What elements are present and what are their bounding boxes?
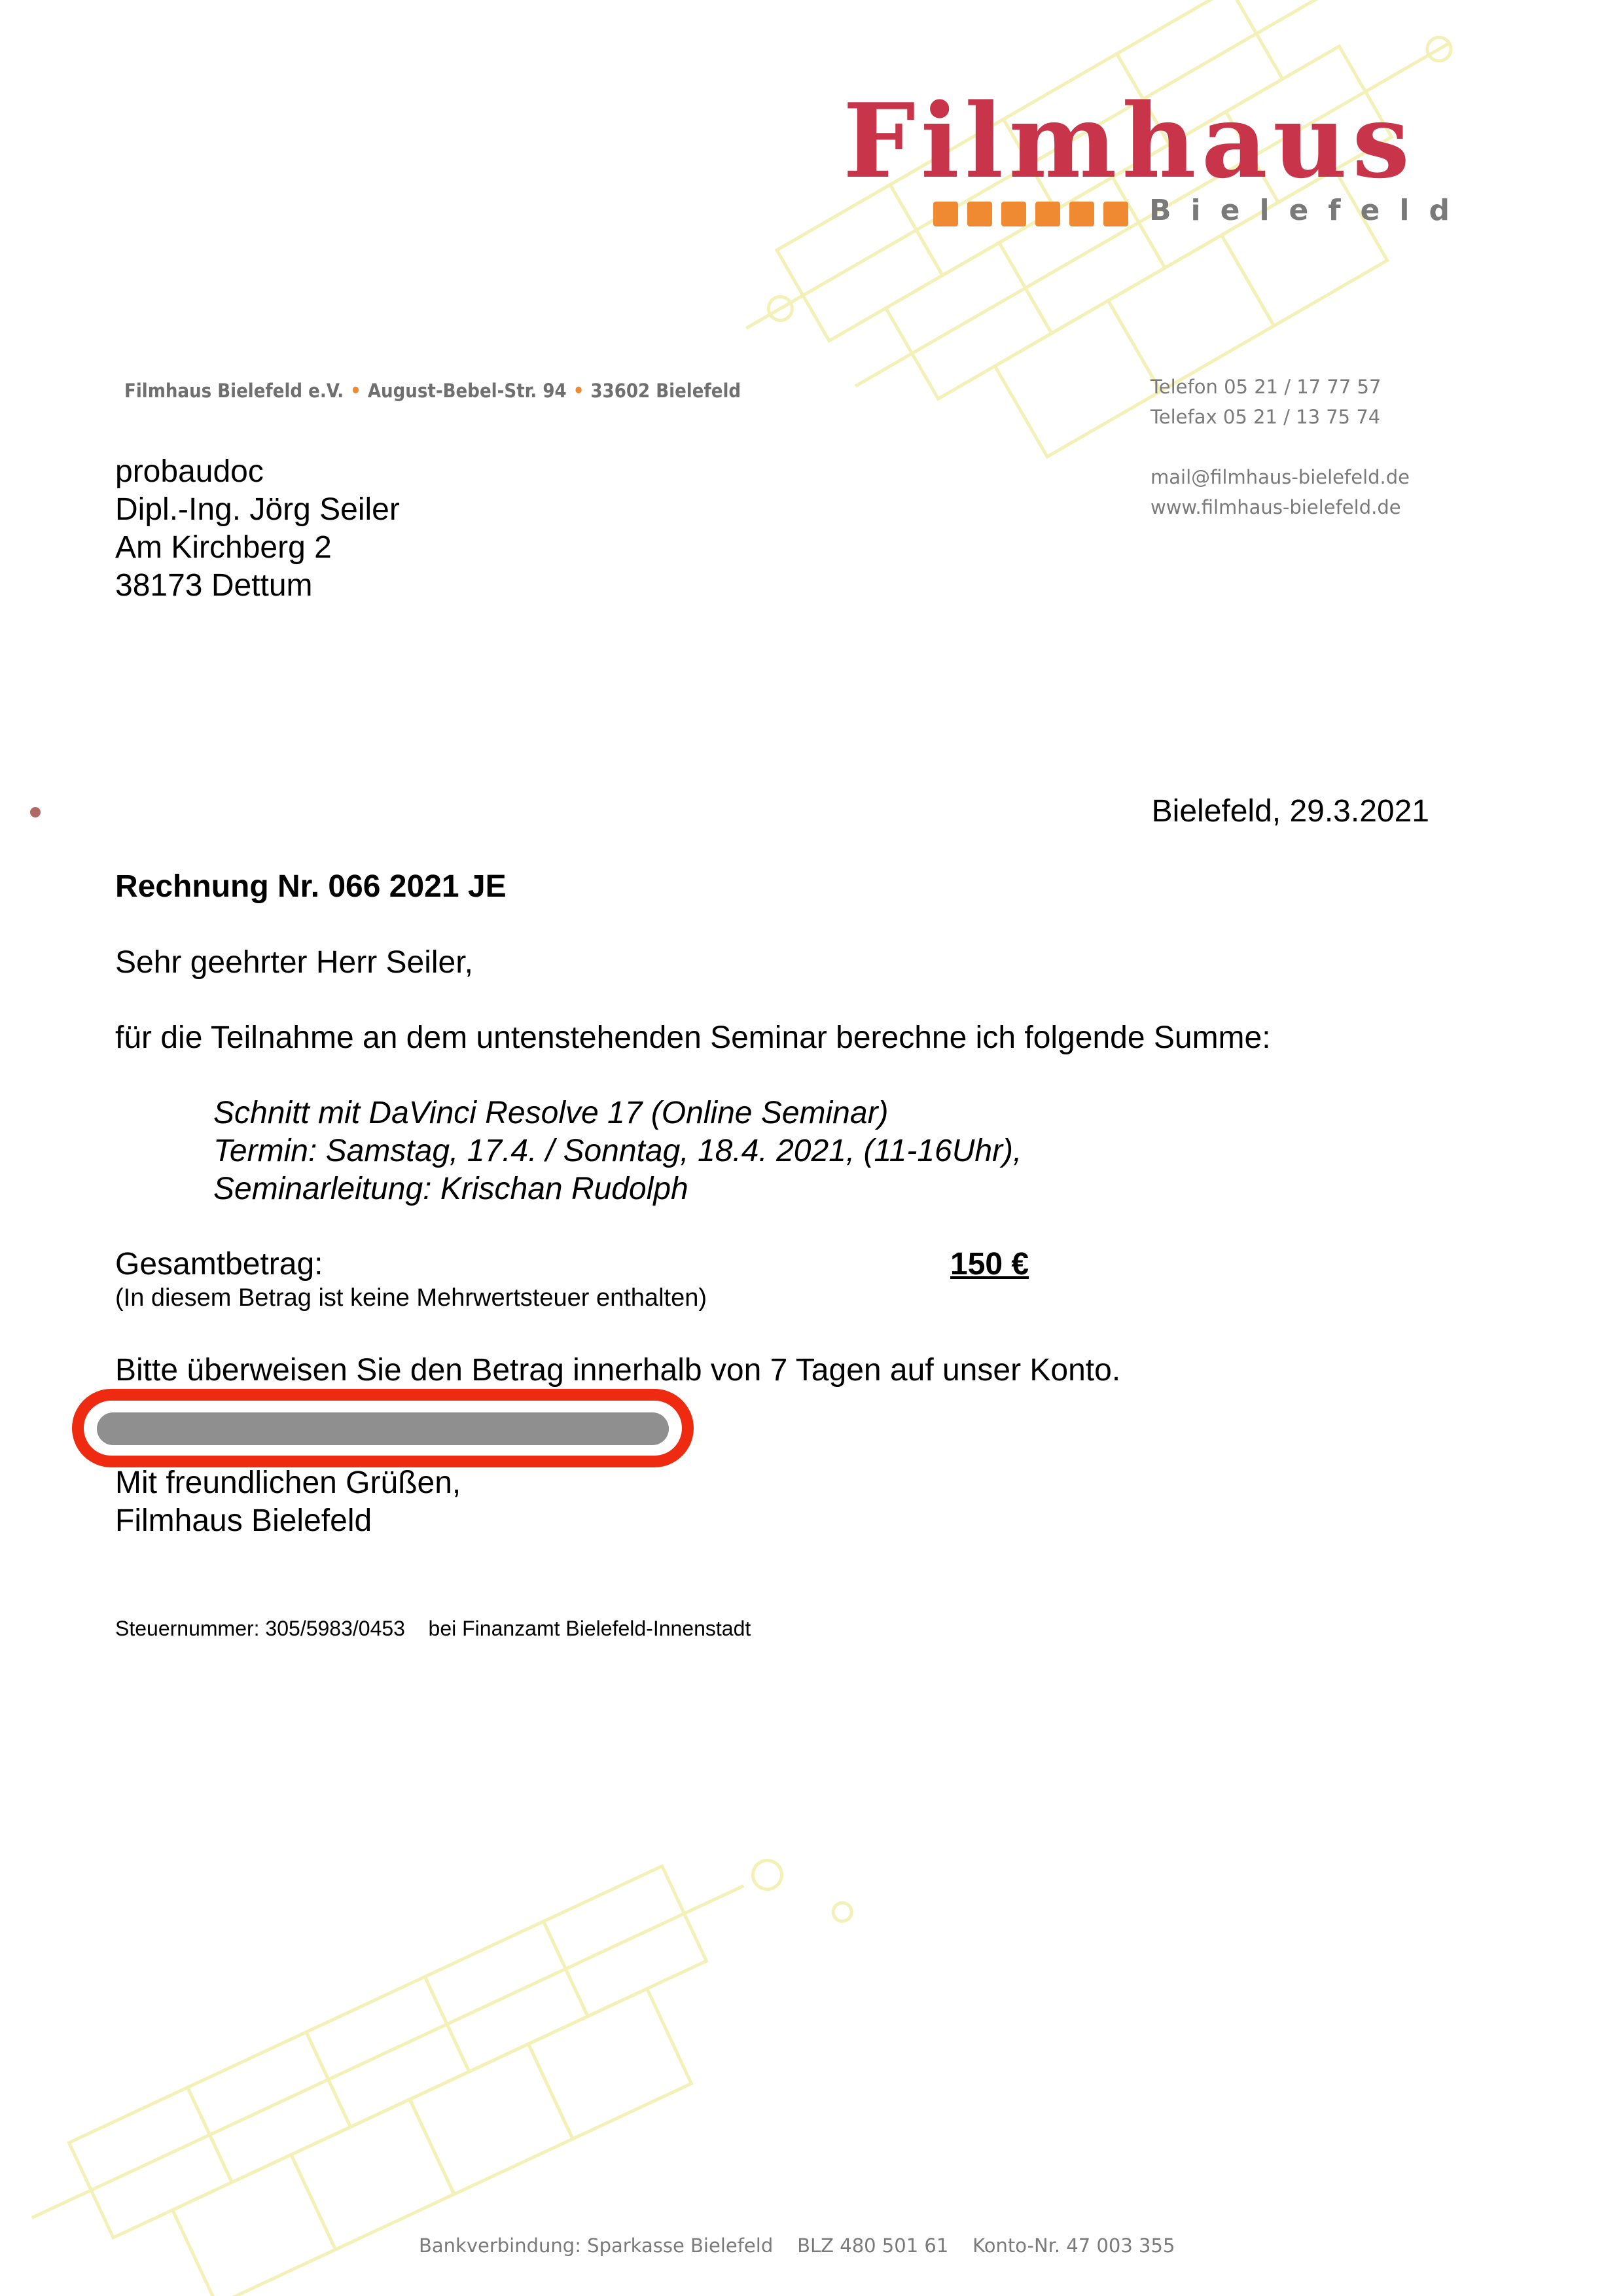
email: mail@filmhaus-bielefeld.de (1150, 466, 1410, 488)
sender-city: 33602 Bielefeld (590, 380, 741, 402)
sender-org: Filmhaus Bielefeld e.V. (124, 380, 344, 402)
invoice-title: Rechnung Nr. 066 2021 JE (115, 869, 507, 904)
recipient-company: probaudoc (115, 454, 264, 489)
salutation: Sehr geehrter Herr Seiler, (115, 945, 473, 980)
closing-signature: Filmhaus Bielefeld (115, 1503, 372, 1538)
seminar-dates: Termin: Samstag, 17.4. / Sonntag, 18.4. 2021, (11-16Uhr), (213, 1134, 1022, 1168)
fax: Telefax 05 21 / 13 75 74 (1150, 406, 1381, 428)
sender-address-line: Filmhaus Bielefeld e.V. • August-Bebel-Str. 94 • 33602 Bielefeld (124, 380, 741, 402)
logo-squares (933, 202, 1128, 226)
total-amount: 150 € (950, 1247, 1029, 1282)
logo-city: Bielefeld (1149, 194, 1469, 227)
vat-note: (In diesem Betrag ist keine Mehrwertsteuer enthalten) (115, 1284, 707, 1312)
tax-id: Steuernummer: 305/5983/0453 bei Finanzamt Bielefeld-Innenstadt (115, 1617, 751, 1640)
recipient-address (115, 453, 400, 605)
website: www.filmhaus-bielefeld.de (1150, 496, 1401, 518)
recipient-street: Am Kirchberg 2 (115, 530, 332, 565)
seminar-details (213, 1094, 1022, 1208)
sender-street: August-Bebel-Str. 94 (367, 380, 567, 402)
seminar-instructor: Seminarleitung: Krischan Rudolph (213, 1172, 688, 1206)
intro-text: für die Teilnahme an dem untenstehenden Seminar berechne ich folgende Summe: (115, 1020, 1271, 1055)
closing (115, 1464, 461, 1540)
phone: Telefon 05 21 / 17 77 57 (1150, 376, 1382, 398)
seminar-title: Schnitt mit DaVinci Resolve 17 (Online Seminar) (213, 1096, 889, 1130)
redacted-text-bar (97, 1412, 669, 1445)
bank-footer: Bankverbindung: Sparkasse Bielefeld BLZ 480 501 61 Konto-Nr. 47 003 355 (419, 2234, 1175, 2257)
letter-date: Bielefeld, 29.3.2021 (1151, 794, 1429, 829)
total-label: Gesamtbetrag: (115, 1247, 323, 1282)
payment-note: Bitte überweisen Sie den Betrag innerhalb von 7 Tagen auf unser Konto. (115, 1353, 1121, 1388)
logo-wordmark: Filmhaus (843, 81, 1416, 201)
fold-mark (30, 807, 41, 817)
closing-greeting: Mit freundlichen Grüßen, (115, 1465, 461, 1500)
recipient-name: Dipl.-Ing. Jörg Seiler (115, 492, 400, 527)
contact-block (1150, 372, 1410, 522)
recipient-city: 38173 Dettum (115, 568, 313, 603)
